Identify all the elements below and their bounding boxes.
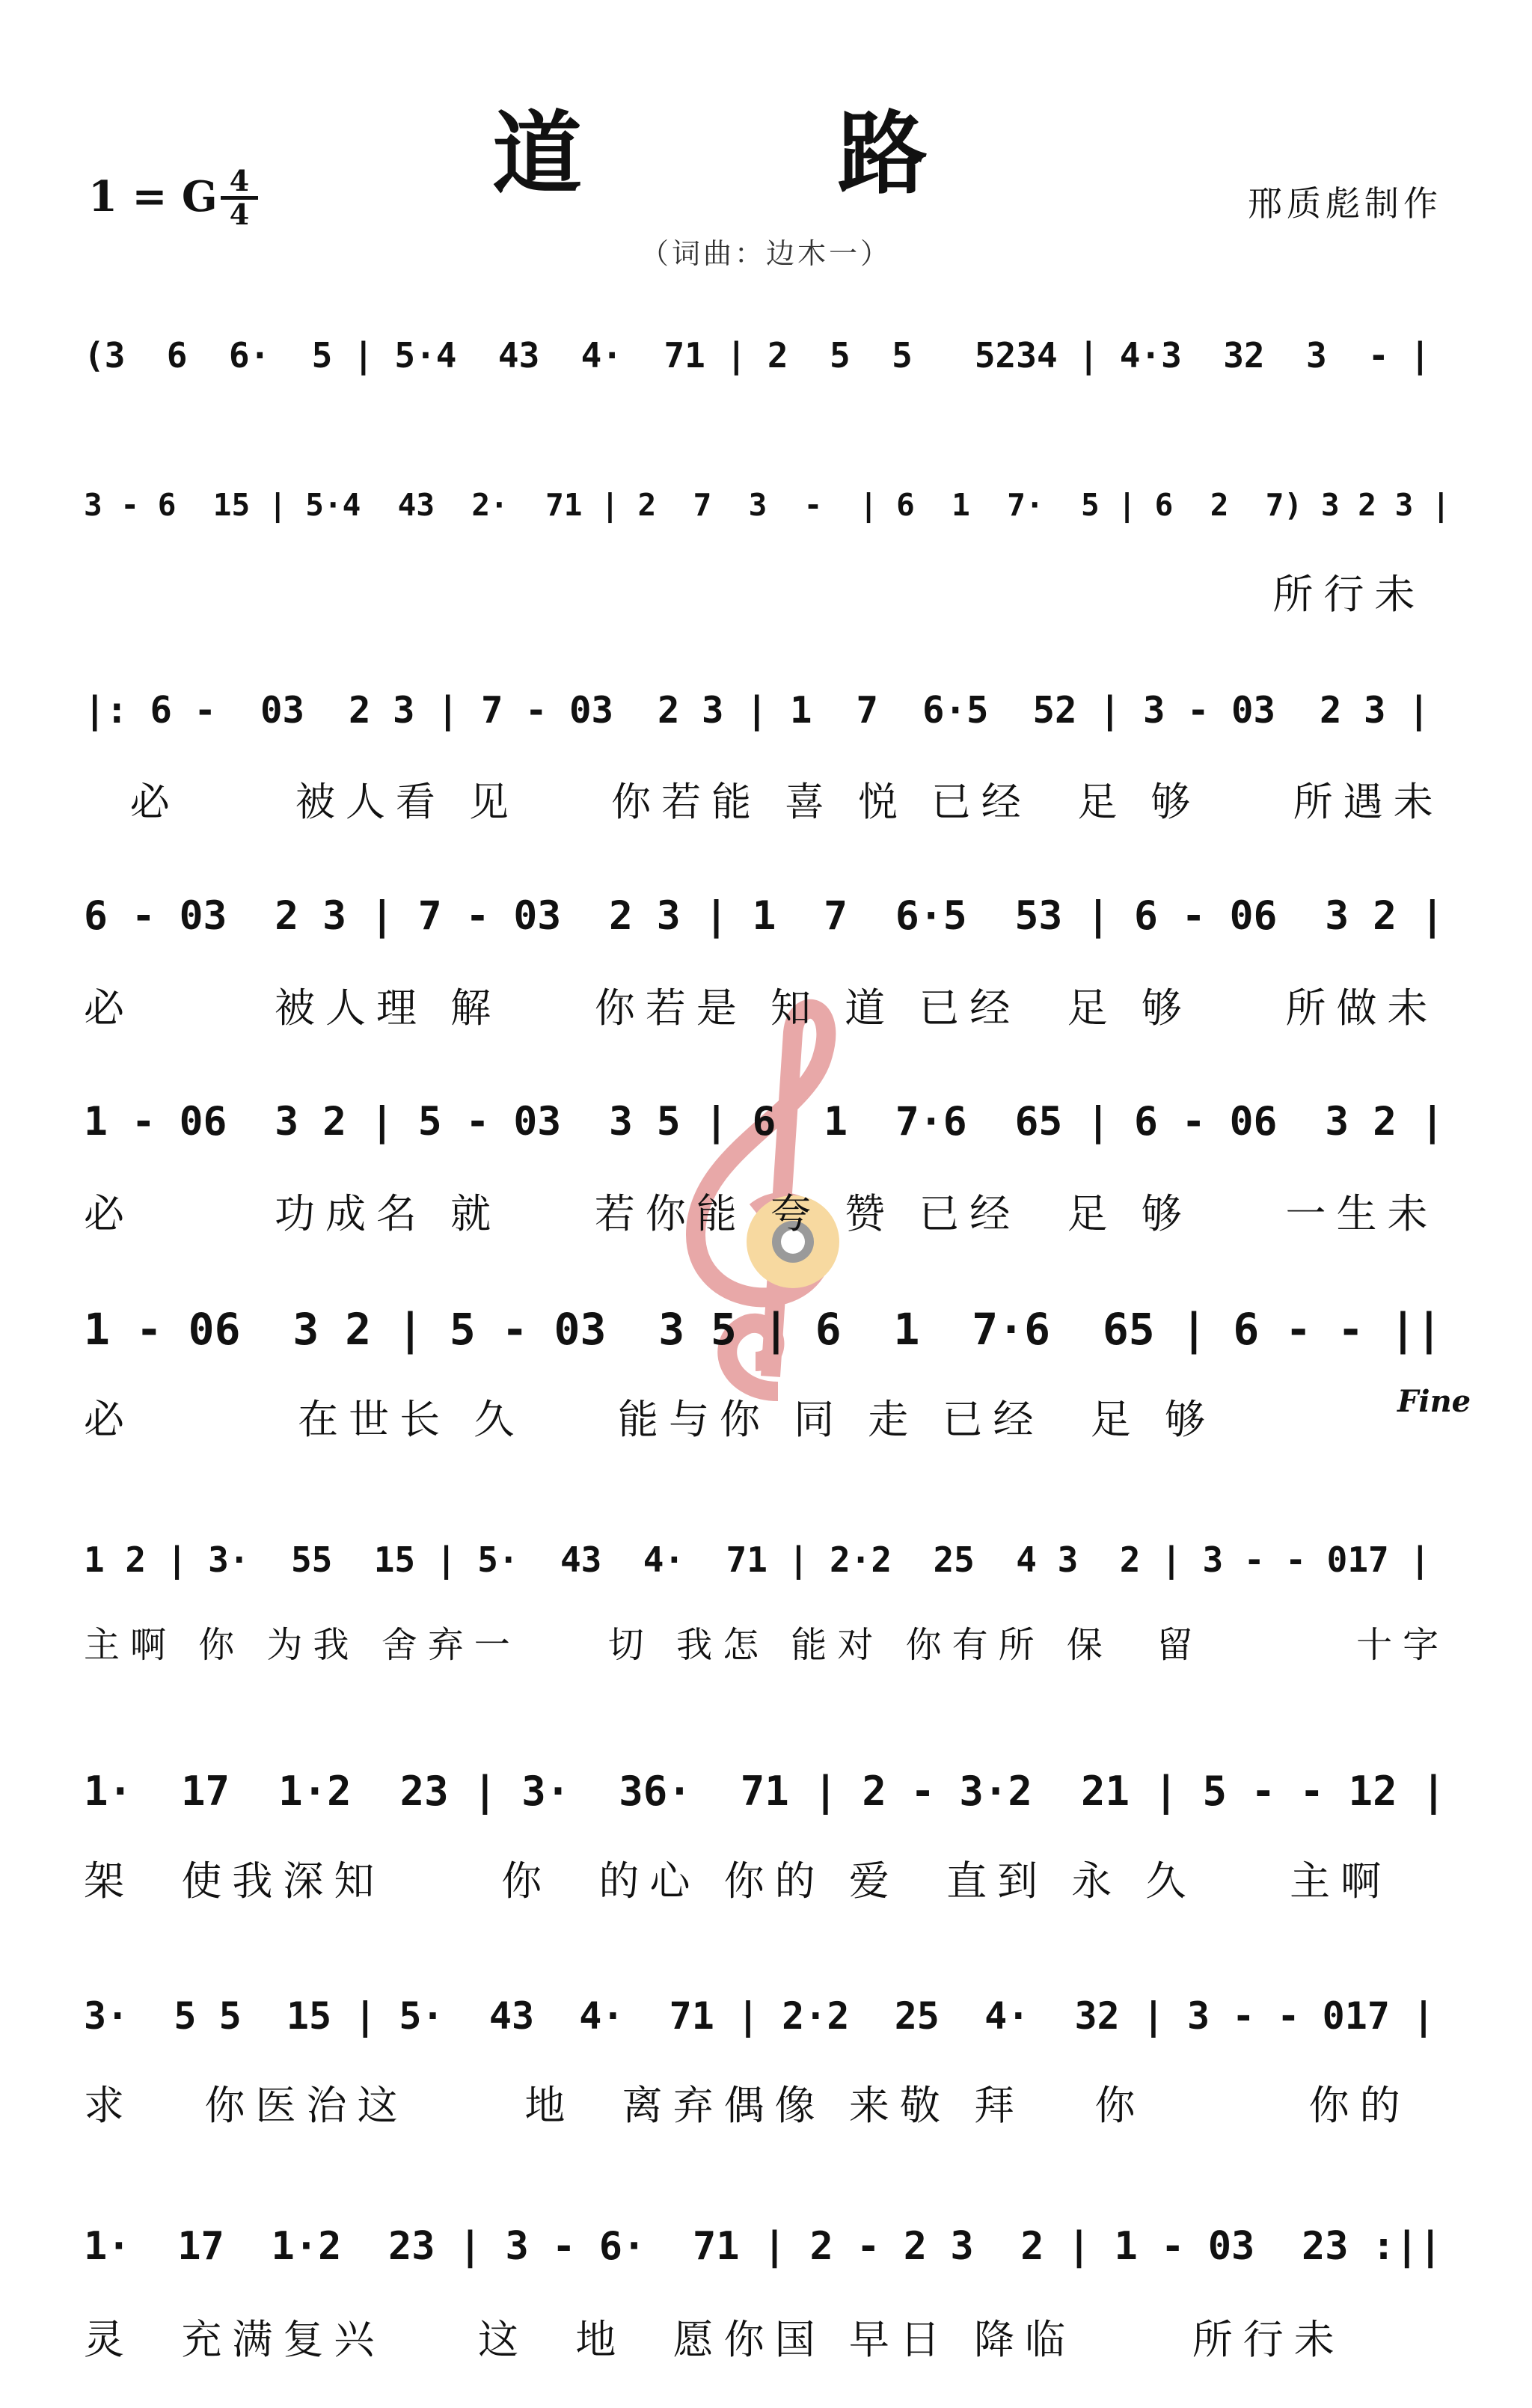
song-title: 道 路 [492,101,1040,206]
lyric-line-3: 必 被人看 见 你若能 喜 悦 已经 足 够 所遇未 [84,779,1444,825]
notation-text: 1 - 06 3 2 | 5 - 03 3 5 | 6 1 7·6 65 | 6 - 06 3 2 | [84,1099,1444,1145]
notation-line-10 [84,2205,1445,2288]
notation-line-5 [84,1081,1445,1163]
time-signature-top: 4 [221,166,258,200]
notation-text: 1 - 06 3 2 | 5 - 03 3 5 | 6 1 7·6 65 | 6 - - || [84,1304,1442,1355]
fine-marker: Fine [1397,1384,1471,1419]
notation-line-2 [84,464,1450,546]
notation-line-9 [84,1975,1445,2057]
notation-text: 1 2 | 3· 55 15 | 5· 43 4· 71 | 2·2 25 4 3 2 | 3 - - 017 | [84,1540,1431,1580]
lyric-line-9: 求 你医治这 地 离弃偶像 来敬 拜 你 你的 [84,2082,1411,2129]
key-signature: 1 = G [88,172,218,221]
notation-line-7 [84,1519,1445,1601]
notation-text: 1· 17 1·2 23 | 3· 36· 71 | 2 - 3·2 21 | 5 - - 12 | [84,1768,1446,1815]
notation-text: (3 6 6· 5 | 5·4 43 4· 71 | 2 5 5 5234 | 4·3 32 3 - | [84,335,1431,376]
notation-line-3 [84,670,1445,752]
lyric-line-7: 主啊 你 为我 舍弃一 切 我怎 能对 你有所 保 留 十字 [84,1624,1450,1666]
notation-text: |: 6 - 03 2 3 | 7 - 03 2 3 | 1 7 6·5 52 | 3 - 03 2 3 | [84,689,1430,732]
lyric-line-4: 必 被人理 解 你若是 知 道 已经 足 够 所做未 [84,984,1438,1032]
notation-text: 6 - 03 2 3 | 7 - 03 2 3 | 1 7 6·5 53 | 6 - 06 3 2 | [84,893,1444,939]
author-label: 邢质彪制作 [1248,183,1442,224]
lyric-line-10: 灵 充满复兴 这 地 愿你国 早日 降临 所行未 [84,2316,1345,2363]
notation-line-6 [84,1288,1445,1370]
notation-text: 1· 17 1·2 23 | 3 - 6· 71 | 2 - 2 3 2 | 1 - 03 23 :|| [84,2224,1442,2269]
lyric-line-5: 必 功成名 就 若你能 夸 赞 已经 足 够 一生未 [84,1190,1438,1237]
lyric-line-6: 必 在世长 久 能与你 同 走 已经 足 够 [84,1396,1216,1443]
credit-line: （词曲：边木一） [640,237,892,270]
notation-text: 3 - 6 15 | 5·4 43 2· 71 | 2 7 3 - | 6 1 7· 5 | 6 2 7) 3 2 3 | [84,487,1450,523]
lyric-line-2: 所行未 [84,571,1426,618]
notation-line-1 [84,314,1445,396]
lyric-line-8: 架 使我深知 你 的心 你的 爱 直到 永 久 主啊 [84,1857,1392,1905]
notation-text: 3· 5 5 15 | 5· 43 4· 71 | 2·2 25 4· 32 | 3 - - 017 | [84,1994,1436,2038]
time-signature-bottom: 4 [229,197,250,231]
notation-line-4 [84,875,1445,958]
notation-line-8 [84,1750,1445,1833]
time-signature [221,166,258,230]
